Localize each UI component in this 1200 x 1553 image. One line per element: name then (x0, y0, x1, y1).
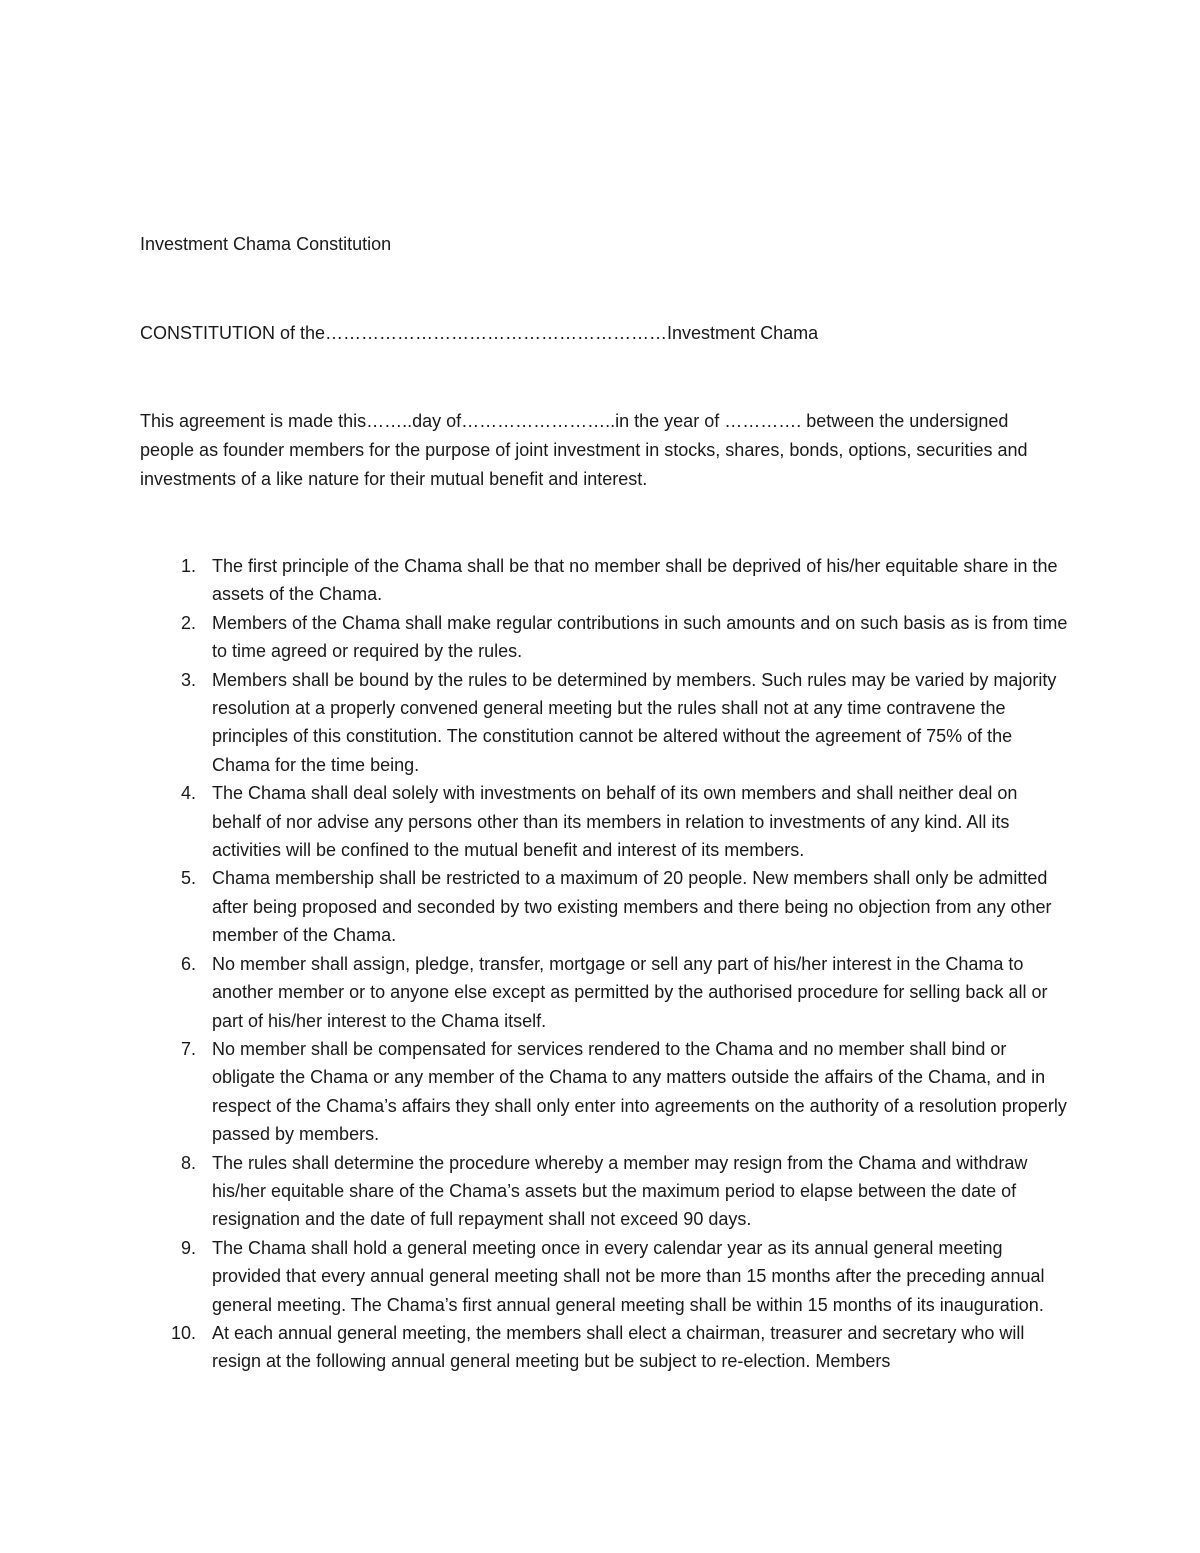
constitution-heading-line: CONSTITUTION of the…………………………………………………Investment Chama (140, 323, 819, 343)
clause-item (140, 1149, 1070, 1234)
clause-number: 9. (180, 1237, 196, 1258)
clause-item (140, 609, 1070, 666)
clause-item (140, 864, 1070, 949)
clause-item (140, 1035, 1070, 1149)
clause-text: No member shall assign, pledge, transfer, mortgage or sell any part of his/her interest in the Chama to another member or to anyone else except as permitted by the authorised procedure for selling back all or part of his/her interest to the Chama itself. (212, 953, 1048, 1031)
clause-item (140, 779, 1070, 864)
document-title: Investment Chama Constitution (140, 234, 392, 254)
clause-number: 7. (180, 1038, 196, 1059)
clause-item (140, 950, 1070, 1035)
clause-text: Chama membership shall be restricted to a maximum of 20 people. New members shall only be admitted after being proposed and seconded by two existing members and there being no objection from any other member of the Chama. (212, 868, 1052, 946)
clause-number: 1. (180, 556, 196, 576)
intro-paragraph: This agreement is made this……..day of……………………..in the year of …………. between the undersigned people as founder members for the purpose of joint investment in stocks, shares, bonds, options, securities and investments of a like nature for their mutual benefit and interest. (140, 411, 1028, 489)
clause-text: The Chama shall hold a general meeting once in every calendar year as its annual general meeting provided that every annual general meeting shall not be more than 15 months after the preceding annual general meeting. The Chama’s first annual general meeting shall be within 15 months of its inauguration. (212, 1237, 1045, 1315)
clause-number: 2. (180, 612, 196, 633)
clause-item (140, 1234, 1070, 1319)
clause-item (140, 666, 1070, 780)
clause-number: 6. (180, 953, 196, 974)
clause-text: Members shall be bound by the rules to be determined by members. Such rules may be varied by majority resolution at a properly convened general meeting but the rules shall not at any time contravene the principles of this constitution. The constitution cannot be altered without the agreement of 75% of the Chama for the time being. (212, 669, 1057, 775)
clause-number: 10. (170, 1322, 196, 1343)
clause-item (140, 552, 1070, 609)
clause-text: No member shall be compensated for services rendered to the Chama and no member shall bind or obligate the Chama or any member of the Chama to any matters outside the affairs of the Chama, and in respect of the Chama’s affairs they shall only enter into agreements on the authority of a resolution properly passed by members. (212, 1038, 1067, 1145)
clause-text: At each annual general meeting, the members shall elect a chairman, treasurer and secretary who will resign at the following annual general meeting but be subject to re-election. Members (212, 1322, 1025, 1372)
clause-list (140, 552, 1070, 1376)
clause-number: 4. (180, 783, 196, 804)
clause-item (140, 1319, 1070, 1376)
clause-number: 8. (180, 1152, 196, 1173)
clause-text: The Chama shall deal solely with investments on behalf of its own members and shall neither deal on behalf of nor advise any persons other than its members in relation to investments of any kind. All its activities will be confined to the mutual benefit and interest of its members. (212, 783, 1018, 861)
clause-text: The first principle of the Chama shall be that no member shall be deprived of his/her equitable share in the assets of the Chama. (212, 556, 1058, 605)
clause-text: Members of the Chama shall make regular contributions in such amounts and on such basis as is from time to time agreed or required by the rules. (212, 612, 1068, 662)
clause-number: 5. (180, 868, 196, 889)
clause-text: The rules shall determine the procedure whereby a member may resign from the Chama and withdraw his/her equitable share of the Chama’s assets but the maximum period to elapse between the date of resignation and the date of full repayment shall not exceed 90 days. (212, 1152, 1028, 1230)
clause-number: 3. (180, 669, 196, 690)
